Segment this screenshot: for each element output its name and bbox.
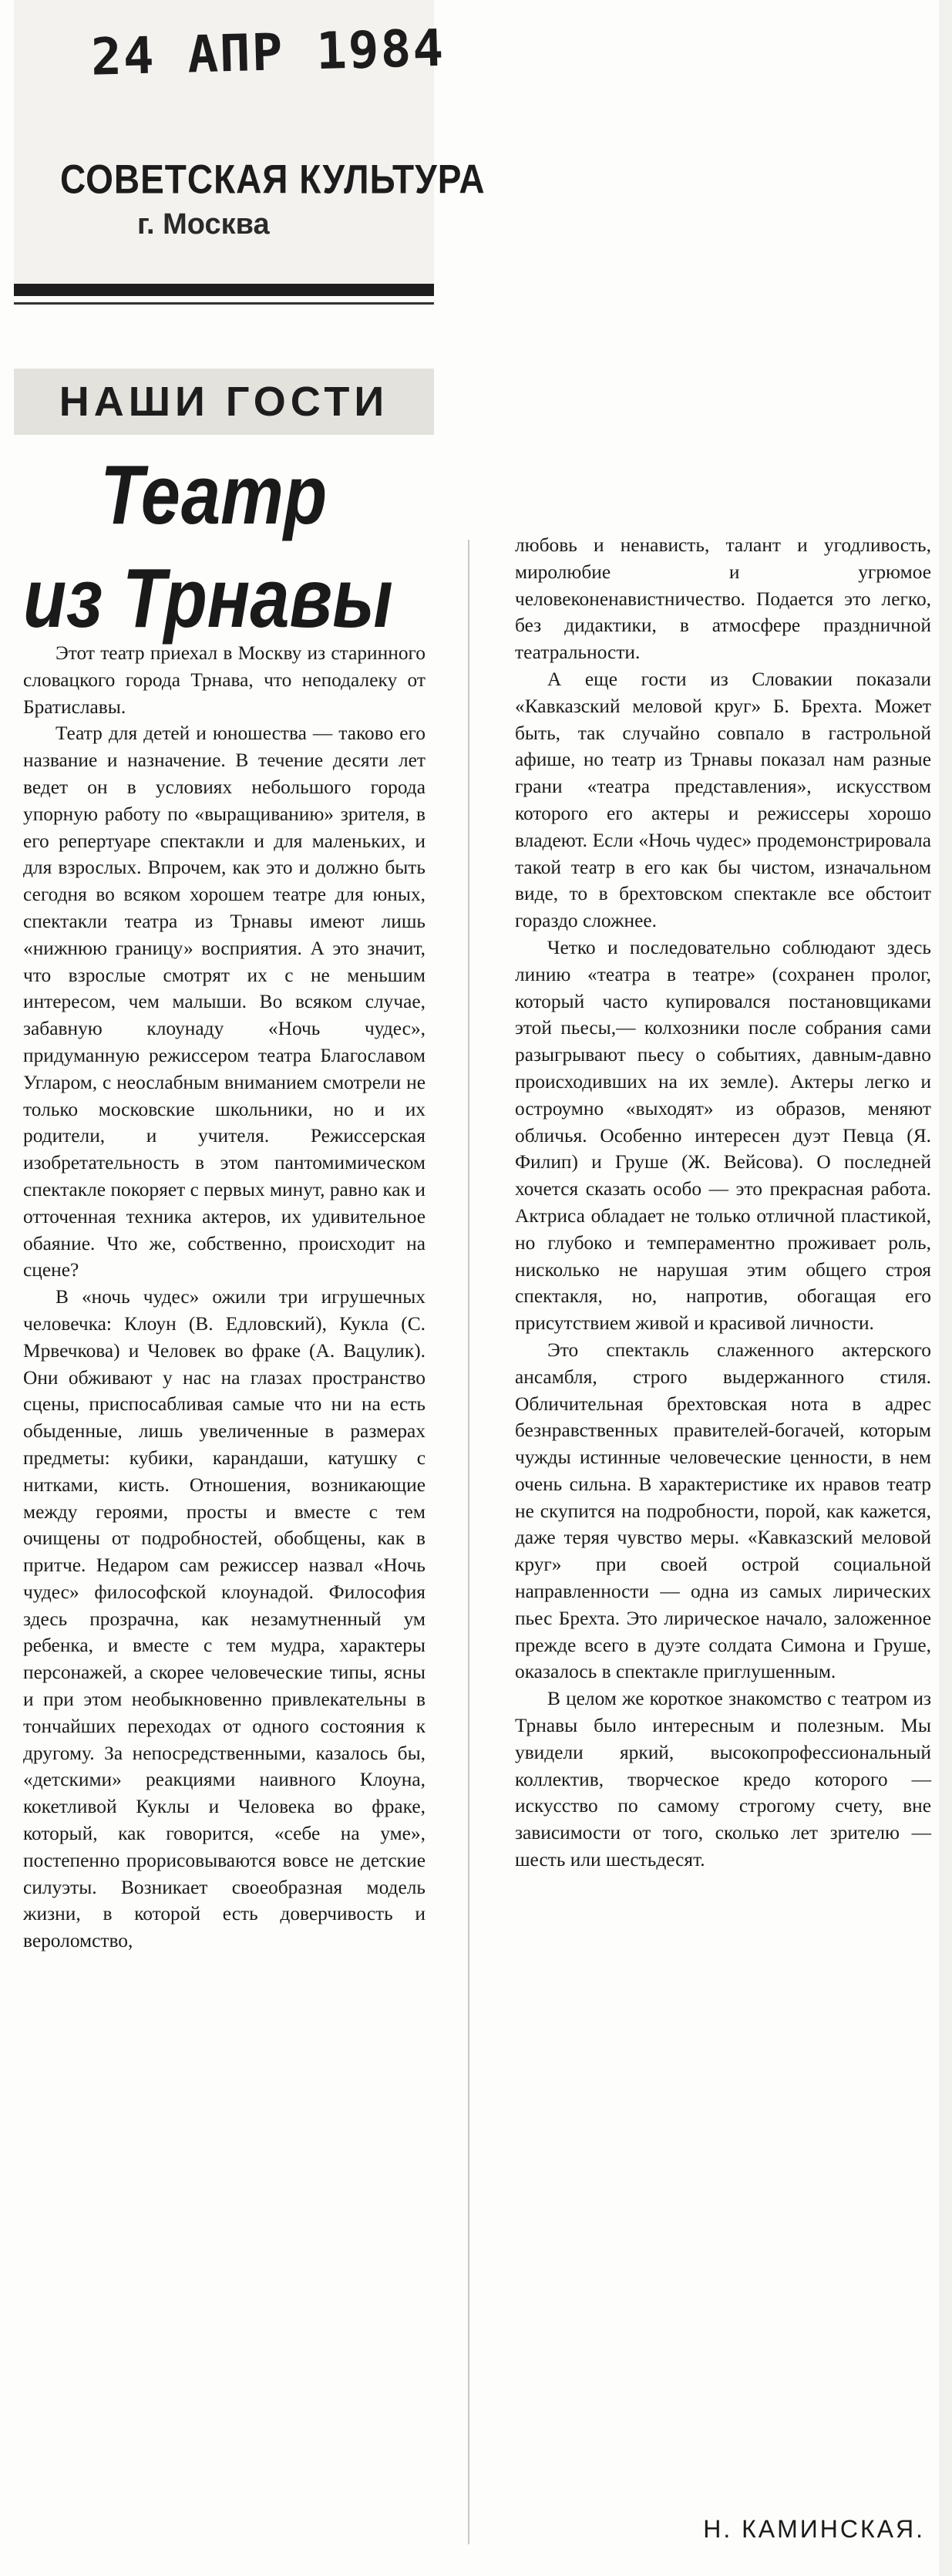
paragraph: В целом же короткое знакомство с театром из Трнавы было интересным и полезным. Мы увидели яркий, высокопрофессиональный коллектив, творческое кредо которого — искусство по самому строгому счету, вне зависимости от того, сколько лет зрителю — шесть или шестьдесят. (515, 1688, 931, 1871)
headline-line-2: из Трнавы (23, 552, 393, 645)
header-rule-thick (14, 284, 434, 296)
stamp-city: г. Москва (137, 208, 270, 241)
paragraph: Этот театр приехал в Москву из старинного словацкого города Трнава, что неподалеку от Братиславы. (23, 642, 426, 718)
headline-line-1: Театр (100, 449, 328, 542)
article-column-left (23, 640, 426, 1955)
page-margin (939, 0, 952, 2576)
article-column-right (515, 532, 931, 1874)
library-stamp (14, 0, 486, 293)
paragraph: любовь и ненависть, талант и угодливость, миролюбие и угрюмое человеконенавистничество. Подается это легко, без дидактики, в атмосфере праздничной театральности. (515, 534, 931, 664)
paragraph: А еще гости из Словакии показали «Кавказский меловой круг» Б. Брехта. Может быть, так случайно совпало в гастрольной афише, но театр из Трнавы показал нам разные грани «театра представления», искусством которого его актеры и режиссеры хорошо владеют. Если «Ночь чудес» продемонстрировала такой театр в его как бы чистом, изначальном виде, то в брехтовском спектакле все обстоит гораздо сложнее. (515, 668, 931, 932)
author-signature: Н. КАМИНСКАЯ. (703, 2515, 925, 2543)
header-rule-thin (14, 302, 434, 305)
paragraph: Четко и последовательно соблюдают здесь линию «театра в театре» (сохранен пролог, который часто купировался постановщиками этой пьесы,— колхозники после собрания сами разыгрывают пьесу о событиях, давным-давно происходивших на их земле). Актеры легко и остроумно «выходят» из образов, меняют обличья. Особенно интересен дуэт Певца (Я. Филип) и Груше (Ж. Вейсова). О последней хочется сказать особо — это прекрасная работа. Актриса обладает не только отличной пластикой, но глубоко и темпераментно проживает роль, нисколько не нарушая этим общего строя спектакля, но, напротив, обогащая его присутствием живой и красивой личности. (515, 936, 931, 1335)
stamp-newspaper-name: СОВЕТСКАЯ КУЛЬТУРА (60, 156, 486, 202)
rubric-label: НАШИ ГОСТИ (59, 379, 389, 425)
column-divider (468, 540, 469, 2544)
paragraph: Это спектакль слаженного актерского ансамбля, строго выдержанного стиля. Обличительная брехтовская нота в адрес безнравственных правителей-богачей, которым чужды истинные человеческие ценности, в нем очень сильна. В характеристике их нравов театр не скупится на подробности, порой, как кажется, даже теряя чувство меры. «Кавказский меловой круг» при своей острой социальной направленности — одна из самых лирических пьес Брехта. Это лирическое начало, заложенное прежде всего в дуэте солдата Симона и Груше, оказалось в спектакле приглушенным. (515, 1339, 931, 1683)
stamp-date: 24 АПР 1984 (90, 18, 446, 87)
paragraph: В «ночь чудес» ожили три игрушечных человечка: Клоун (В. Едловский), Кукла (С. Мрвечкова) и Человек во фраке (А. Вацулик). Они обживают у нас на глазах пространство сцены, приспосабливая самые что ни на есть обыденные, лишь увеличенные в размерах предметы: кубики, карандаши, катушку с нитками, кисть. Отношения, возникающие между героями, просты и вместе с тем очищены от подробностей, обобщены, как в притче. Недаром сам режиссер назвал «Ночь чудес» философской клоунадой. Философия здесь прозрачна, как незамутненный ум ребенка, и вместе с тем мудра, характеры персонажей, а скорее человеческие типы, ясны и при этом необыкновенно привлекательны в тончайших переходах от одного состояния к другому. За непосредственными, казалось бы, «детскими» реакциями наивного Клоуна, кокетливой Куклы и Человека во фраке, который, как говорится, «себе на уме», постепенно прорисовываются вовсе не детские силуэты. Возникает своеобразная модель жизни, в которой есть доверчивость и вероломство, (23, 1286, 426, 1952)
section-rubric (14, 369, 434, 435)
paragraph: Театр для детей и юношества — таково его название и назначение. В течение десяти лет ведет он в условиях небольшого города упорную работу по «выращиванию» зрителя, в его репертуаре спектакли и для маленьких, и для взрослых. Впрочем, как это и должно быть сегодня во всяком хорошем театре для юных, спектакли театра из Трнавы имеют лишь «нижнюю границу» восприятия. А это значит, что взрослые смотрят их с не меньшим интересом, чем малыши. Во всяком случае, забавную клоунаду «Ночь чудес», придуманную режиссером театра Благославом Угларом, с неослабным вниманием смотрели не только московские школьники, но и их родители, и учителя. Режиссерская изобретательность в этом пантомимическом спектакле покоряет с первых минут, равно как и отточенная техника актеров, их удивительное обаяние. Что же, собственно, происходит на сцене? (23, 722, 426, 1281)
